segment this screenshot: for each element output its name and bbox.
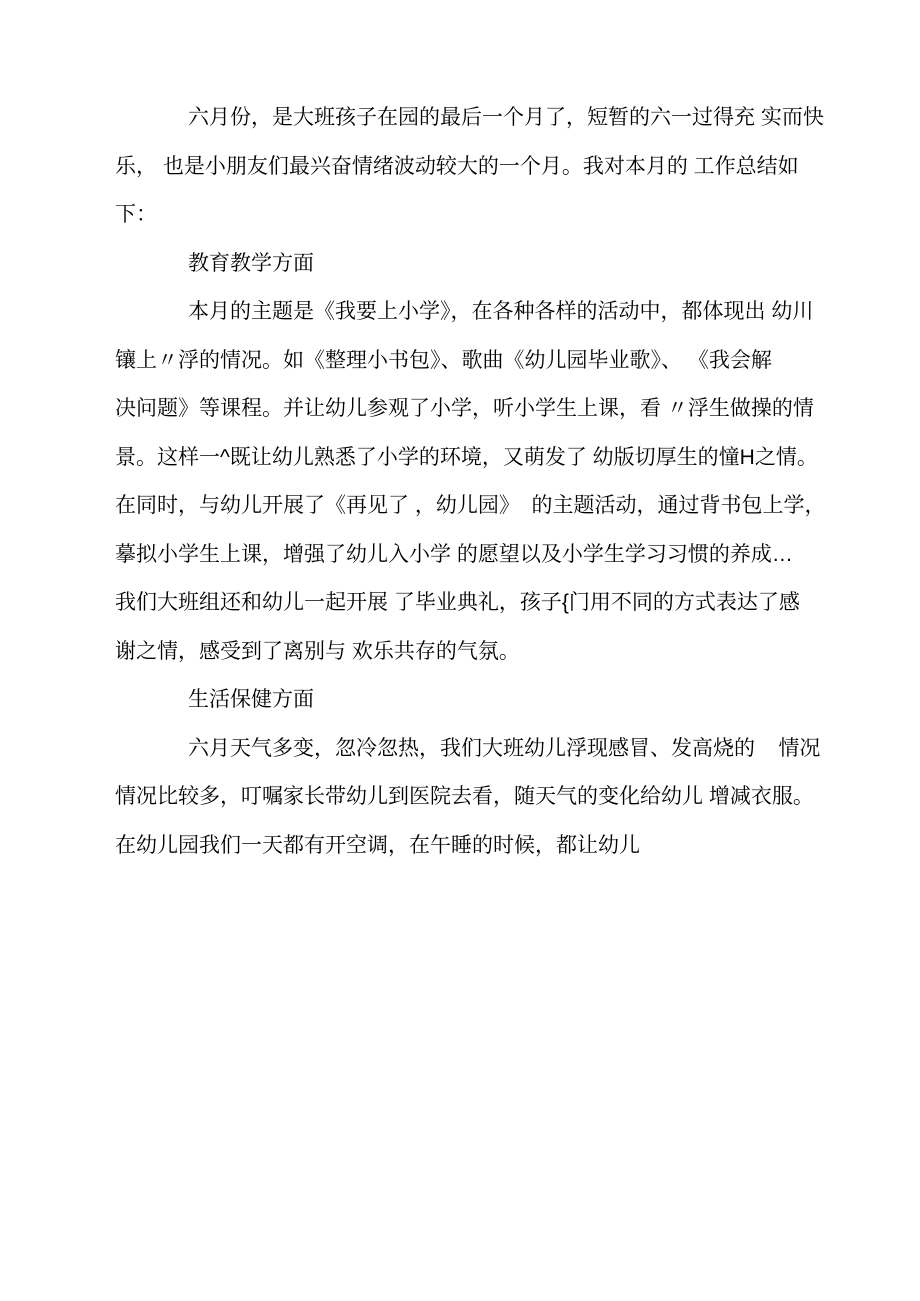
text-line: 在同时，与幼儿开展了《再见了 ，幼儿园》 的主题活动，通过背书包上学， (115, 494, 826, 517)
text-line: 乐， 也是小朋友们最兴奋情绪波动较大的一个月。我对本月的 工作总结如 (115, 154, 799, 178)
text-line: 六月份，是大班孩子在园的最后一个月了，短暂的六一过得充 实而快 (188, 106, 824, 129)
text-line: 在幼儿园我们一天都有开空调，在午睡的时候，都让幼儿 (115, 833, 640, 857)
text-line: 教育教学方面 (188, 251, 314, 275)
document-text-body (115, 94, 830, 870)
text-line: 六月天气多变，忽冷忽热，我们大班幼儿浮现感冒、发高烧的 情况 (188, 736, 821, 760)
text-line: 景。这样一^既让幼儿熟悉了小学的环境，又萌发了 幼版切厚生的憧H之情。 (115, 445, 818, 469)
text-line: 谢之情，感受到了离别与 欢乐共存的气氛。 (115, 639, 520, 663)
text-line: 情况比较多，叮嘱家长带幼儿到医院去看，随天气的变化给幼儿 增减衣服。 (115, 785, 814, 808)
text-line: 摹拟小学生上课，增强了幼儿入小学 的愿望以及小学生学习习惯的养成… (115, 542, 793, 566)
text-line: 本月的主题是《我要上小学》，在各种各样的活动中，都体现出 幼川 (188, 300, 814, 323)
text-line: 镶上〃浮的情况。如《整理小书包》、歌曲《幼儿园毕业歌》、 《我会解 (115, 348, 772, 372)
text-line: 我们大班组还和幼儿一起开展 了毕业典礼，孩子{门用不同的方式表达了感 (115, 591, 800, 614)
text-line: 决问题》等课程。并让幼儿参观了小学，听小学生上课，看 〃浮生做操的情 (115, 397, 814, 420)
text-line: 下： (115, 203, 157, 226)
text-line: 生活保健方面 (188, 688, 314, 711)
